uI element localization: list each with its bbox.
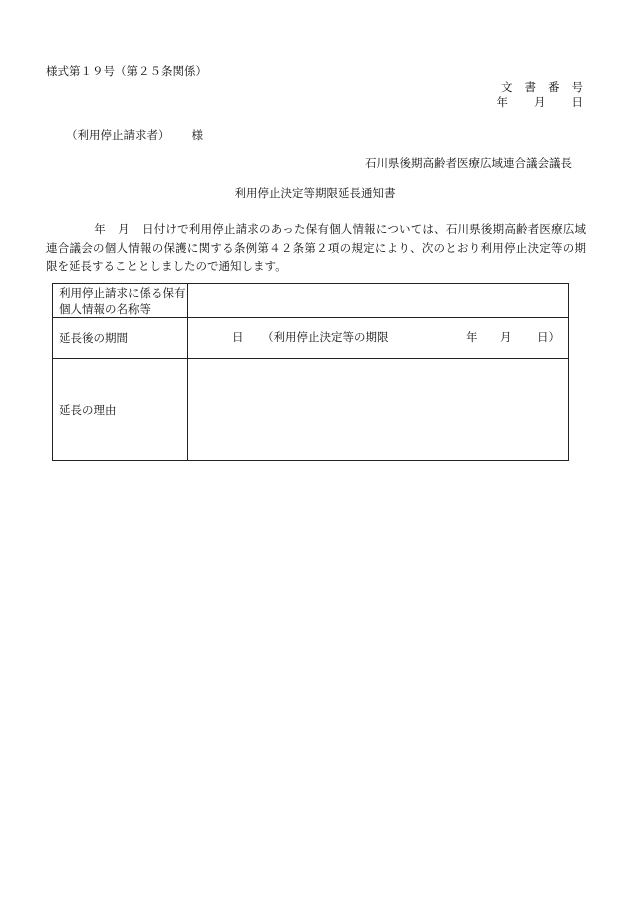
- date-day: 日: [571, 95, 583, 109]
- reason-value-cell: [188, 359, 569, 461]
- period-value-cell: [188, 318, 569, 359]
- date-month: 月: [534, 95, 546, 109]
- recipient-line: [66, 130, 203, 142]
- body-year: 年: [94, 222, 106, 236]
- document-title: 利用停止決定等期限延長通知書: [234, 186, 396, 200]
- sender-name: 石川県後期高齢者医療広域連合議会議長: [365, 156, 572, 170]
- period-year: 年: [466, 330, 478, 344]
- date-year: 年: [496, 95, 508, 109]
- body-paragraph: [46, 220, 586, 276]
- period-label-cell: 延長後の期間: [53, 318, 188, 359]
- document-number-label: 文書番号: [501, 80, 595, 94]
- period-deadline-label: （利用停止決定等の期限: [262, 330, 389, 344]
- recipient-honorific: 様: [191, 128, 203, 142]
- recipient-label: （利用停止請求者）: [66, 128, 170, 142]
- period-day-close: 日）: [537, 330, 560, 344]
- table-row: [53, 284, 569, 318]
- body-month: 月: [117, 222, 130, 236]
- name-label-cell: 利用停止請求に係る保有個人情報の名称等: [53, 284, 188, 318]
- form-number: 様式第１９号（第２５条関係）: [46, 64, 207, 78]
- info-table: [52, 283, 569, 461]
- reason-label-cell: 延長の理由: [53, 359, 188, 461]
- issue-date: [497, 97, 584, 109]
- table-row: [53, 318, 569, 359]
- table-row: [53, 359, 569, 461]
- period-month: 月: [500, 330, 512, 344]
- name-value-cell: [188, 284, 569, 318]
- body-text: 日付けで利用停止請求のあった保有個人情報については、石川県後期高齢者医療広域連合議会の個人情報の保護に関する条例第４２条第２項の規定により、次のとおり利用停止決定等の期限を延長することとしましたので通知します。: [46, 222, 587, 273]
- period-day: 日: [232, 330, 244, 344]
